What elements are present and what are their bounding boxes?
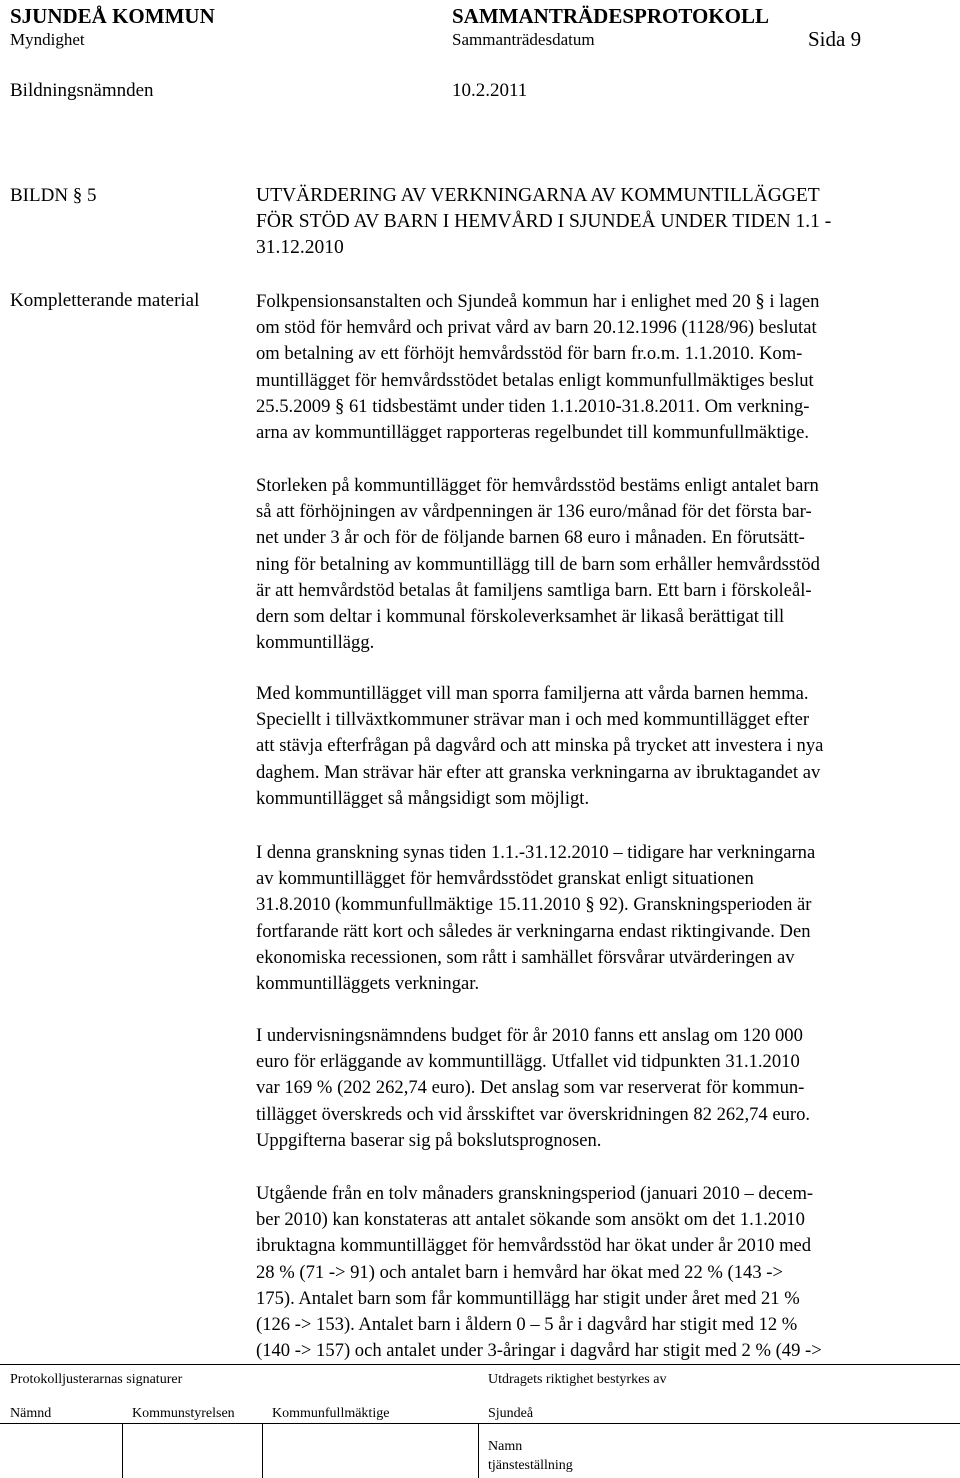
section-title — [256, 183, 956, 261]
footer-mid-rule — [0, 1423, 960, 1424]
text-line: av kommuntillägget för hemvårdsstödet granskat enligt situationen — [256, 868, 754, 890]
text-line: ekonomiska recessionen, som rått i samhället försvårar utvärderingen av — [256, 946, 795, 968]
signature-footer — [0, 1364, 960, 1478]
footer-divider — [478, 1423, 479, 1478]
municipality-name: SJUNDEÅ KOMMUN — [10, 4, 215, 28]
text-line: Uppgifterna baserar sig på bokslutsprognosen. — [256, 1129, 602, 1151]
meeting-date: 10.2.2011 — [452, 80, 528, 101]
paragraph-5 — [256, 1023, 956, 1154]
text-line: så att förhöjningen av vårdpenningen är 136 euro/månad för det första bar- — [256, 501, 812, 523]
text-line: muntillägget för hemvårdsstödet betalas enligt kommunfullmäktiges beslut — [256, 369, 814, 391]
text-line: att stävja efterfrågan på dagvård och att minska på trycket att investera i nya — [256, 735, 824, 757]
text-line: kommuntilläggets verkningar. — [256, 973, 480, 995]
text-line: (126 -> 153). Antalet barn i åldern 0 – 5 år i dagvård har stigit med 12 % — [256, 1314, 798, 1336]
text-line: kommuntillägg. — [256, 632, 375, 654]
text-line: (140 -> 157) och antalet under 3-åringar i dagvård har stigit med 2 % (49 -> — [256, 1340, 822, 1362]
footer-top-rule — [0, 1364, 960, 1365]
text-line: om betalning av ett förhöjt hemvårdsstöd för barn fr.o.m. 1.1.2010. Kom- — [256, 343, 803, 365]
paragraph-6 — [256, 1181, 956, 1364]
text-line: Med kommuntillägget vill man sporra familjerna att vårda barnen hemma. — [256, 683, 809, 704]
certified-label: Utdragets riktighet bestyrkes av — [488, 1372, 667, 1387]
text-line: om stöd för hemvård och privat vård av barn 20.12.1996 (1128/96) beslutat — [256, 317, 817, 339]
col-namnd: Nämnd — [10, 1406, 52, 1421]
footer-divider — [262, 1423, 263, 1478]
text-line: var 169 % (202 262,74 euro). Det anslag som var reserverat för kommun- — [256, 1077, 805, 1099]
position-label: tjänsteställning — [488, 1458, 573, 1473]
col-sjundea: Sjundeå — [488, 1406, 534, 1421]
document-type: SAMMANTRÄDESPROTOKOLL — [452, 4, 769, 28]
paragraph-3 — [256, 681, 956, 812]
text-line: Folkpensionsanstalten och Sjundeå kommun har i enlighet med 20 § i lagen — [256, 291, 820, 312]
col-kommunfullmaktige: Kommunfullmäktige — [272, 1406, 390, 1421]
title-line: FÖR STÖD AV BARN I HEMVÅRD I SJUNDEÅ UNDER TIDEN 1.1 - — [256, 211, 832, 232]
text-line: Utgående från en tolv månaders granskningsperiod (januari 2010 – decem- — [256, 1183, 814, 1204]
signatures-label: Protokolljusterarnas signaturer — [10, 1372, 183, 1387]
name-label: Namn — [488, 1439, 523, 1454]
paragraph-4 — [256, 840, 956, 997]
col-kommunstyrelsen: Kommunstyrelsen — [132, 1406, 235, 1421]
supplement-label: Kompletterande material — [10, 290, 200, 311]
text-line: ibruktagna kommuntillägget för hemvårdsstöd har ökat under år 2010 med — [256, 1235, 812, 1257]
paragraph-1 — [256, 289, 956, 446]
text-line: Storleken på kommuntillägget för hemvårdsstöd bestäms enligt antalet barn — [256, 475, 819, 496]
text-line: 175). Antalet barn som får kommuntillägg har stigit under året med 21 % — [256, 1287, 800, 1309]
text-line: I undervisningsnämndens budget för år 2010 fanns ett anslag om 120 000 — [256, 1025, 803, 1046]
footer-divider — [122, 1423, 123, 1478]
committee-name: Bildningsnämnden — [10, 80, 154, 101]
text-line: arna av kommuntillägget rapporteras regelbundet till kommunfullmäktige. — [256, 422, 810, 444]
paragraph-2 — [256, 473, 956, 656]
text-line: 28 % (71 -> 91) och antalet barn i hemvård har ökat med 22 % (143 -> — [256, 1261, 783, 1283]
section-code: BILDN § 5 — [10, 185, 97, 206]
text-line: daghem. Man strävar här efter att granska verkningarna av ibruktagandet av — [256, 761, 821, 783]
text-line: ning för betalning av kommuntillägg till de barn som erhåller hemvårdsstöd — [256, 553, 820, 575]
authority-label: Myndighet — [10, 30, 85, 49]
title-line: 31.12.2010 — [256, 237, 344, 258]
text-line: I denna granskning synas tiden 1.1.-31.12.2010 – tidigare har verkningarna — [256, 842, 816, 863]
text-line: net under 3 år och för de följande barnen 68 euro i månaden. En förutsätt- — [256, 527, 805, 549]
text-line: ber 2010) kan konstateras att antalet sökande som ansökt om det 1.1.2010 — [256, 1209, 805, 1231]
text-line: är att hemvårdstöd betalas åt familjens samtliga barn. Ett barn i förskoleål- — [256, 579, 812, 601]
text-line: 31.8.2010 (kommunfullmäktige 15.11.2010 § 92). Granskningsperioden är — [256, 894, 812, 916]
text-line: 25.5.2009 § 61 tidsbestämt under tiden 1.1.2010-31.8.2011. Om verkning- — [256, 395, 810, 417]
text-line: Speciellt i tillväxtkommuner strävar man i och med kommuntillägget efter — [256, 709, 810, 731]
page-number: Sida 9 — [808, 27, 862, 51]
text-line: dern som deltar i kommunal förskoleverksamhet är likaså berättigat till — [256, 606, 785, 628]
text-line: tillägget överskreds och vid årsskiftet var överskridningen 82 262,74 euro. — [256, 1103, 811, 1125]
text-line: fortfarande rätt kort och således är verkningarna endast riktingivande. Den — [256, 920, 811, 942]
text-line: euro för erläggande av kommuntillägg. Utfallet vid tidpunkten 31.1.2010 — [256, 1051, 800, 1073]
date-label: Sammanträdesdatum — [452, 30, 595, 49]
text-line: kommuntillägget så mångsidigt som möjligt. — [256, 787, 590, 809]
title-line: UTVÄRDERING AV VERKNINGARNA AV KOMMUNTILLÄGGET — [256, 185, 820, 206]
